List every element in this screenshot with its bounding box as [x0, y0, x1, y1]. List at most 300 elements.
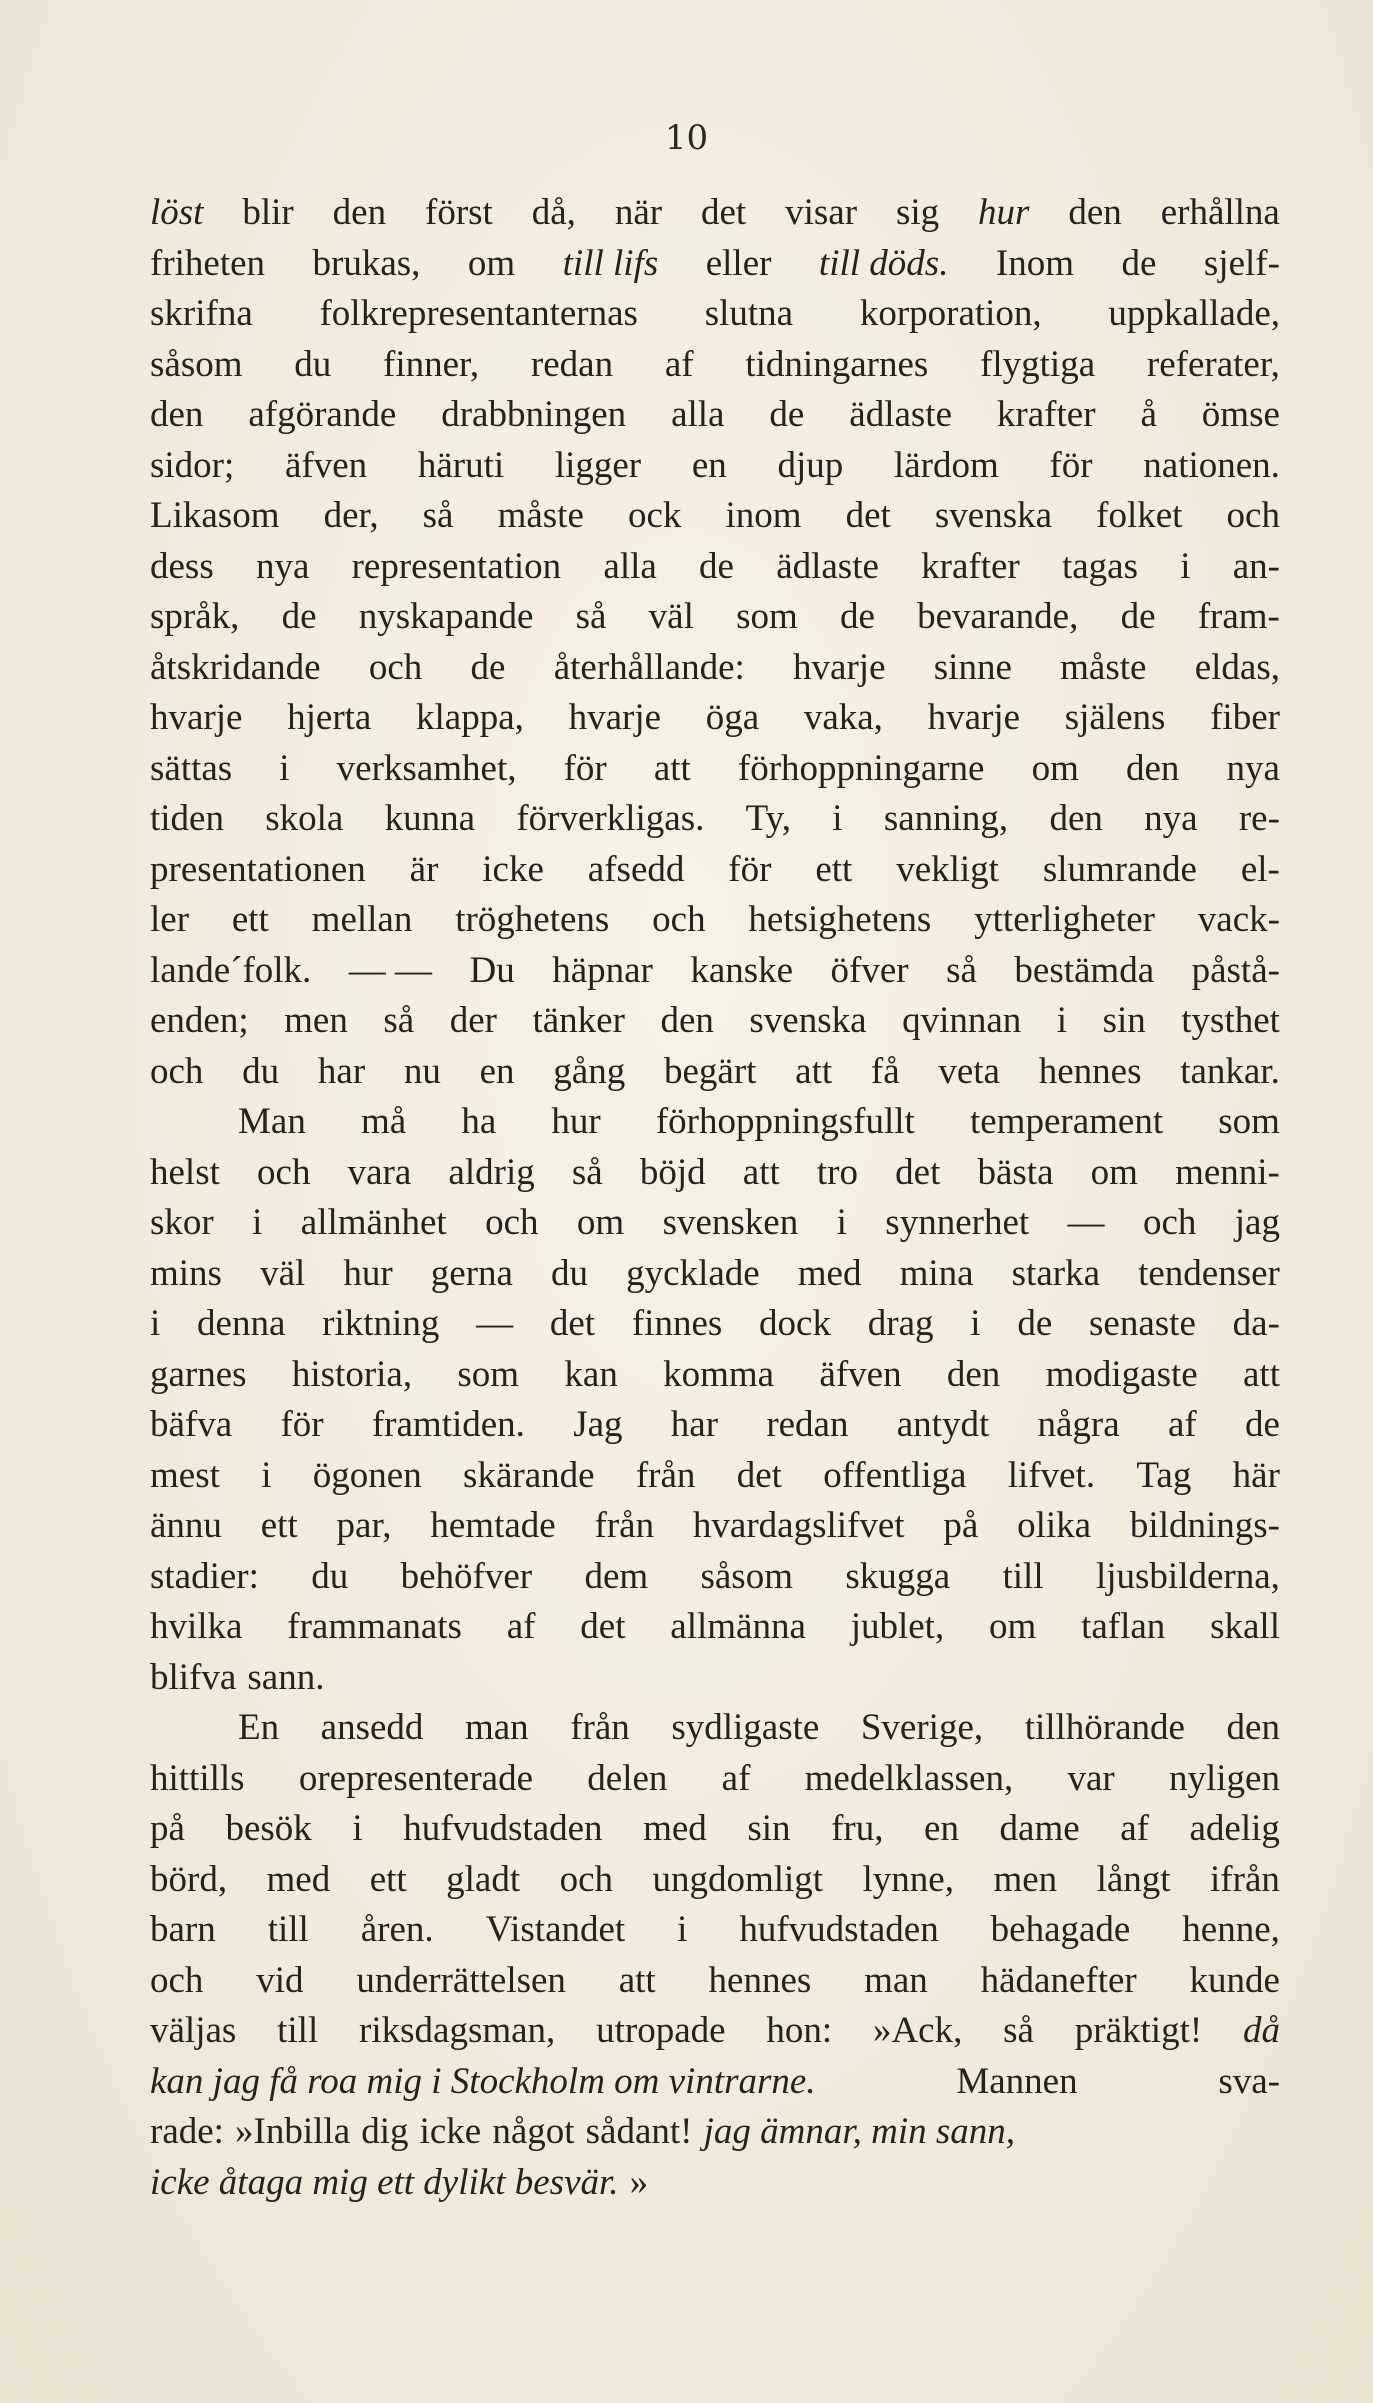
- text-line: [150, 188, 1280, 239]
- word: nyskapande: [358, 596, 534, 637]
- word: nu: [403, 1050, 441, 1092]
- word: hufvudstaden: [739, 1909, 939, 1950]
- word: folkrepresentanternas: [319, 293, 638, 334]
- word: re-: [1238, 798, 1280, 839]
- word: om: [1090, 1151, 1138, 1193]
- word: skall: [1210, 1606, 1280, 1647]
- word: gång: [553, 1050, 626, 1092]
- word: lärdom: [893, 444, 999, 486]
- word: den: [1125, 747, 1180, 789]
- word: men: [284, 1000, 348, 1041]
- word: tankar.: [1180, 1050, 1280, 1092]
- word: tidningarnes: [745, 343, 929, 385]
- word: Man: [238, 1101, 306, 1142]
- word: af: [664, 343, 694, 385]
- word: Vistandet: [485, 1909, 626, 1950]
- word: behöfver: [400, 1555, 533, 1597]
- word: är: [409, 848, 439, 890]
- text-line: [150, 340, 1280, 391]
- word: ligger: [554, 444, 642, 486]
- word: senaste: [1089, 1303, 1196, 1344]
- text-line: [150, 441, 1280, 492]
- word: hur: [343, 1252, 393, 1294]
- word: menni-: [1175, 1151, 1280, 1193]
- word: »Ack,: [872, 2010, 963, 2051]
- word: du: [242, 1050, 280, 1092]
- word: ädlaste: [849, 394, 952, 435]
- word: ädlaste: [776, 545, 879, 587]
- word: bevarande,: [917, 596, 1079, 637]
- word: såsom: [700, 1555, 793, 1597]
- word: presentationen: [150, 848, 366, 890]
- word: redan: [530, 343, 614, 385]
- word: der,: [323, 495, 379, 536]
- word: de: [1017, 1303, 1053, 1344]
- word: den: [946, 1353, 1001, 1395]
- word: de: [1120, 596, 1156, 637]
- word: lynne,: [862, 1858, 954, 1900]
- word: kan: [564, 1353, 618, 1395]
- word: visar: [785, 192, 858, 233]
- word: an-: [1232, 545, 1280, 587]
- word: orepresenterade: [298, 1757, 534, 1799]
- word: en: [924, 1808, 959, 1849]
- word: vekligt: [896, 848, 999, 890]
- word: du: [311, 1555, 349, 1597]
- word: ett: [260, 1505, 298, 1546]
- word: skugga: [845, 1555, 951, 1597]
- word: Du: [469, 949, 515, 991]
- word: en: [479, 1050, 515, 1092]
- word: bäfva: [150, 1404, 233, 1445]
- word: slumrande: [1042, 848, 1197, 890]
- word: allmänna: [670, 1606, 806, 1647]
- text-line: [150, 491, 1280, 542]
- word: korporation,: [859, 293, 1042, 334]
- word: de: [1244, 1404, 1280, 1445]
- word: ock: [627, 495, 682, 536]
- word: drabbningen: [441, 394, 627, 435]
- text-line: [150, 744, 1280, 795]
- word: från: [635, 1454, 696, 1496]
- word: att: [1243, 1353, 1280, 1395]
- word: att: [795, 1050, 833, 1092]
- text-line: [150, 1754, 1280, 1805]
- word: så: [575, 596, 607, 637]
- word: »Inbilla: [235, 2111, 351, 2152]
- word: hvarje: [793, 646, 886, 688]
- word: ifrån: [1210, 1858, 1280, 1900]
- word: el-: [1240, 848, 1280, 890]
- word: modigaste: [1045, 1353, 1198, 1395]
- word: i: [150, 1303, 161, 1344]
- word: svensken: [662, 1202, 799, 1243]
- word: ömse: [1201, 394, 1280, 435]
- word: finnes: [631, 1303, 723, 1344]
- text-line: [150, 1249, 1280, 1300]
- word: frammanats: [287, 1606, 462, 1647]
- word: komma: [663, 1353, 775, 1395]
- word: sidor;: [150, 444, 235, 486]
- text-line: [150, 1299, 1280, 1350]
- word: först: [425, 192, 493, 233]
- word: utropade: [596, 2010, 726, 2051]
- word: den: [1049, 798, 1103, 839]
- text-line: [150, 1097, 1280, 1148]
- word: de: [839, 596, 875, 637]
- word: jag: [1234, 1202, 1280, 1243]
- word: för: [728, 848, 772, 890]
- word: att: [653, 747, 691, 789]
- text-line: [150, 2158, 1280, 2209]
- word: du: [294, 343, 332, 385]
- word: hjerta: [287, 697, 372, 738]
- word: sjelf-: [1203, 242, 1280, 284]
- word: förhoppningarne: [737, 747, 985, 789]
- word: om: [1031, 747, 1079, 789]
- word: att: [618, 1959, 656, 2001]
- word: begärt: [663, 1050, 757, 1092]
- word: nya: [1144, 798, 1198, 839]
- word: och: [257, 1151, 311, 1193]
- word: redan: [766, 1404, 849, 1445]
- word: lifvet.: [1007, 1454, 1096, 1496]
- word: gerna: [430, 1252, 513, 1294]
- text-line: [150, 2107, 1280, 2158]
- word: dig: [361, 2111, 409, 2152]
- word: medelklassen,: [804, 1757, 1014, 1799]
- word: i: [836, 1202, 847, 1243]
- word: må: [360, 1101, 407, 1142]
- body-text: [150, 188, 1280, 2208]
- word: från: [594, 1505, 655, 1546]
- word: om: [467, 242, 516, 284]
- word: taflan: [1081, 1606, 1166, 1647]
- word: blifva: [150, 1656, 237, 1698]
- word: blir: [242, 192, 294, 233]
- word: för: [280, 1404, 324, 1445]
- word: fram-: [1197, 596, 1280, 637]
- word: eller: [705, 242, 772, 284]
- word: vara: [347, 1151, 412, 1193]
- word: med: [643, 1808, 707, 1849]
- word: i: [970, 1303, 981, 1344]
- text-line: [150, 289, 1280, 340]
- word: uppkallade,: [1108, 293, 1280, 334]
- text-line: [150, 996, 1280, 1047]
- word: antydt: [896, 1404, 990, 1445]
- word: brukas,: [312, 242, 421, 284]
- word: de: [1121, 242, 1157, 284]
- word: alla: [671, 394, 725, 435]
- word: på: [150, 1808, 185, 1849]
- text-line: [150, 794, 1280, 845]
- word: —: [1067, 1202, 1105, 1243]
- word: klappa,: [416, 697, 524, 738]
- word: folket: [1096, 495, 1183, 536]
- word: starka: [1011, 1252, 1101, 1294]
- word: i: [279, 747, 290, 789]
- word: djup: [777, 444, 844, 486]
- word: nationen.: [1143, 444, 1280, 486]
- word: den: [1068, 192, 1122, 233]
- word: om: [989, 1606, 1037, 1647]
- word: allmänhet: [300, 1202, 447, 1243]
- word: till: [1002, 1555, 1044, 1597]
- word: hvarje: [927, 697, 1021, 738]
- word: drag: [867, 1303, 934, 1344]
- text-line: [150, 592, 1280, 643]
- word: af: [1167, 1404, 1197, 1445]
- word: med: [797, 1252, 862, 1294]
- word: tiden: [150, 798, 224, 839]
- word: det: [845, 495, 891, 536]
- italic-word: hur: [978, 192, 1030, 233]
- word: påstå-: [1191, 949, 1280, 991]
- word: henne,: [1182, 1909, 1280, 1950]
- word: som: [736, 596, 798, 637]
- italic-word: icke åtaga mig ett dylikt besvär.: [150, 2161, 619, 2203]
- page-number: 10: [664, 118, 709, 158]
- word: sin: [747, 1808, 791, 1849]
- word: mellan: [311, 899, 413, 940]
- word: börd,: [150, 1858, 228, 1900]
- text-line: [150, 1400, 1280, 1451]
- word: måste: [1060, 646, 1147, 688]
- word: en: [691, 444, 727, 486]
- word: ansedd: [320, 1707, 424, 1748]
- word: alla: [603, 545, 657, 587]
- word: erhållna: [1160, 192, 1280, 233]
- text-line: [150, 895, 1280, 946]
- word: med: [266, 1858, 331, 1900]
- word: tro: [816, 1151, 858, 1193]
- word: tröghetens: [455, 899, 610, 940]
- word: det: [736, 1454, 782, 1496]
- word: och: [1226, 495, 1280, 536]
- word: kunna: [384, 798, 476, 839]
- text-line: [150, 390, 1280, 441]
- word: då,: [531, 192, 576, 233]
- word: öfver: [830, 949, 909, 991]
- word: tänker: [532, 1000, 625, 1041]
- word: nyligen: [1168, 1757, 1280, 1799]
- word: sin: [1102, 1000, 1146, 1041]
- word: gycklade: [626, 1252, 760, 1294]
- word: till: [267, 1909, 309, 1950]
- word: hennes: [708, 1959, 812, 2001]
- word: skärande: [463, 1454, 595, 1496]
- word: återhållande:: [553, 646, 745, 688]
- word: slutna: [704, 293, 794, 334]
- word: skor: [150, 1202, 214, 1243]
- word: något: [492, 2111, 575, 2152]
- word: mina: [899, 1252, 974, 1294]
- word: representation: [351, 545, 562, 587]
- word: i: [1056, 1000, 1068, 1041]
- word: ytterligheter: [974, 899, 1155, 940]
- word: för: [1049, 444, 1093, 486]
- word: barn: [150, 1909, 216, 1950]
- word: tagas: [1061, 545, 1138, 587]
- word: och: [368, 646, 423, 688]
- word: ler: [150, 899, 190, 940]
- text-line: [150, 1653, 1280, 1704]
- word: — —: [348, 949, 433, 991]
- word: kunde: [1189, 1959, 1280, 2001]
- word: icke: [482, 848, 544, 890]
- word: af: [721, 1757, 751, 1799]
- word: svenska: [749, 1000, 867, 1041]
- word: fiber: [1210, 697, 1280, 738]
- word: historia,: [291, 1353, 413, 1395]
- word: Tag: [1136, 1454, 1192, 1496]
- word: hur: [551, 1101, 601, 1142]
- word: och: [485, 1202, 539, 1243]
- word: mest: [150, 1454, 220, 1496]
- word: gladt: [446, 1858, 521, 1900]
- word: synnerhet: [885, 1202, 1030, 1243]
- word: aldrig: [448, 1151, 535, 1193]
- italic-word: jag ämnar, min sann,: [703, 2111, 1016, 2152]
- word: verksamhet,: [336, 747, 517, 789]
- word: äfven: [819, 1353, 902, 1395]
- word: Ty,: [745, 798, 791, 839]
- word: som: [457, 1353, 520, 1395]
- word: såsom: [150, 343, 243, 385]
- word: å: [1140, 394, 1157, 435]
- word: vaka,: [803, 697, 883, 738]
- word: i: [252, 1202, 263, 1243]
- word: dock: [759, 1303, 831, 1344]
- word: de: [470, 646, 506, 688]
- word: af: [506, 1606, 536, 1647]
- word: att: [742, 1151, 780, 1193]
- word: det: [701, 192, 747, 233]
- word: på: [943, 1505, 979, 1546]
- word: hvilka: [150, 1606, 243, 1647]
- word: men: [993, 1858, 1058, 1900]
- word: öga: [705, 697, 760, 738]
- word: inom: [725, 495, 802, 536]
- word: var: [1067, 1757, 1115, 1799]
- word: ungdomligt: [652, 1858, 824, 1900]
- word: besök: [225, 1808, 312, 1849]
- word: icke: [419, 2111, 482, 2152]
- word: och: [150, 1959, 204, 2001]
- word: referater,: [1146, 343, 1280, 385]
- word: häpnar: [552, 949, 653, 991]
- word: kanske: [690, 949, 794, 991]
- word: Inom: [995, 242, 1075, 284]
- word: det: [549, 1303, 596, 1344]
- text-line: [150, 1905, 1280, 1956]
- word: och: [1142, 1202, 1197, 1243]
- word: häruti: [417, 444, 505, 486]
- word: krafter: [921, 545, 1020, 587]
- word: så: [422, 495, 454, 536]
- word: språk,: [150, 596, 240, 637]
- word: och: [559, 1858, 613, 1900]
- word: der: [449, 1000, 497, 1041]
- word: väl: [648, 596, 694, 637]
- word: olika: [1017, 1505, 1092, 1546]
- word: få: [870, 1050, 900, 1092]
- word: friheten: [150, 242, 266, 284]
- word: långt: [1096, 1858, 1171, 1900]
- word: sinne: [933, 646, 1012, 688]
- text-line: [150, 1703, 1280, 1754]
- word: i: [677, 1909, 688, 1950]
- text-line: [150, 542, 1280, 593]
- word: hvarje: [568, 697, 662, 738]
- word: om: [576, 1202, 625, 1243]
- word: krafter: [996, 394, 1096, 435]
- word: i: [352, 1808, 363, 1849]
- word: sanning,: [883, 798, 1009, 839]
- word: »: [629, 2161, 649, 2203]
- word: måste: [497, 495, 584, 536]
- word: temperament: [969, 1101, 1164, 1142]
- word: själens: [1064, 697, 1166, 738]
- text-line: [150, 1602, 1280, 1653]
- word: den: [660, 1000, 714, 1041]
- text-line: [150, 2006, 1280, 2057]
- word: jublet,: [850, 1606, 945, 1647]
- word: hädanefter: [980, 1959, 1137, 2001]
- text-line: [150, 1552, 1280, 1603]
- word: tysthet: [1181, 1000, 1280, 1041]
- word: för: [563, 747, 607, 789]
- word: skola: [265, 798, 344, 839]
- word: de: [769, 394, 805, 435]
- word: fru,: [831, 1808, 884, 1849]
- word: tendenser: [1138, 1252, 1280, 1294]
- italic-word: till döds.: [818, 242, 949, 284]
- text-line: [150, 239, 1280, 290]
- word: ännu: [150, 1505, 222, 1546]
- word: till: [277, 2010, 319, 2051]
- word: förhoppningsfullt: [655, 1101, 915, 1142]
- word: nya: [255, 545, 310, 587]
- word: bästa: [977, 1151, 1054, 1193]
- word: Sverige,: [860, 1707, 984, 1748]
- word: man: [464, 1707, 529, 1748]
- word: äfven: [284, 444, 368, 486]
- word: i: [832, 798, 843, 839]
- text-line: [150, 1350, 1280, 1401]
- word: vid: [256, 1959, 304, 2001]
- word: helst: [150, 1151, 220, 1193]
- word: behagade: [990, 1909, 1131, 1950]
- word: hvarje: [150, 697, 243, 738]
- word: så: [946, 949, 977, 991]
- text-line: [150, 1198, 1280, 1249]
- word: afsedd: [587, 848, 685, 890]
- word: hittills: [150, 1757, 245, 1799]
- word: de: [699, 545, 734, 587]
- word: de: [281, 596, 317, 637]
- word: tillhörande: [1024, 1707, 1185, 1748]
- word: hufvudstaden: [403, 1808, 603, 1849]
- word: sättas: [150, 747, 233, 789]
- word: åtskridande: [150, 646, 321, 688]
- text-line: [150, 643, 1280, 694]
- italic-word: kan jag få roa mig i Stockholm om vintrarne.: [150, 2060, 816, 2102]
- word: hvardagslifvet: [692, 1505, 905, 1546]
- text-line: [150, 1148, 1280, 1199]
- word: flygtiga: [980, 343, 1096, 385]
